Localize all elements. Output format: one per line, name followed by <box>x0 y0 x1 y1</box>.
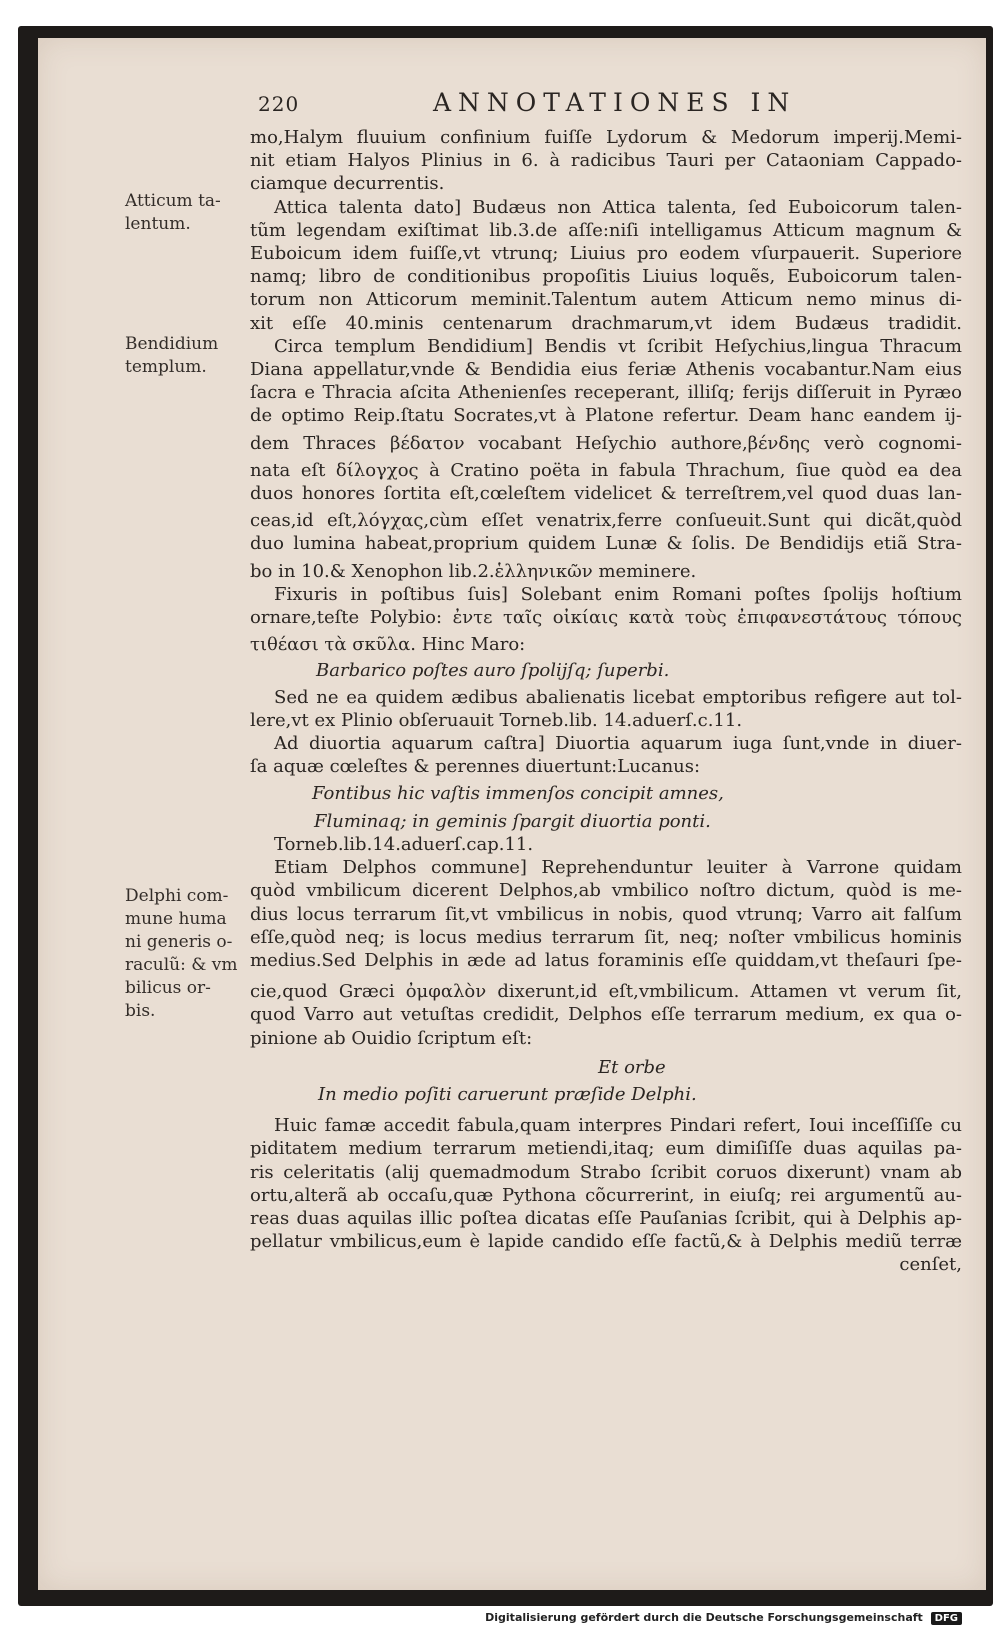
margin-note-bendidium-templum <box>125 333 253 379</box>
verse-line: Fluminaq; in geminis ſpargit diuortia ponti. <box>314 810 711 832</box>
verse-line: In medio poſiti caruerunt præſide Delphi. <box>318 1083 697 1105</box>
body-text <box>250 126 962 1356</box>
text-line: nit etiam Halyos Plinius in 6. à radicibus Tauri per Cataoniam Cappado- <box>250 150 962 172</box>
text-line: ornare,teſte Polybio: ἐντε ταῖς οἰκίαις κατὰ τοὺς ἐπιφανεστάτους τόπους <box>250 607 962 629</box>
text-line: ciamque decurrentis. <box>250 173 445 195</box>
credit-text: Digitalisierung gefördert durch die Deutsche Forschungsgemeinschaft <box>485 1611 923 1624</box>
text-line: dius locus terrarum ſit,vt vmbilicus in nobis, quod vtrunq; Varro ait falſum <box>250 903 962 925</box>
margin-note-line: ni generis o- <box>125 932 233 952</box>
margin-note-atticum-talentum <box>125 190 253 236</box>
text-line: tũm legendam exiſtimat lib.3.de aſſe:niſi intelligamus Atticum magnum & <box>250 219 962 241</box>
margin-note-line: templum. <box>125 357 207 377</box>
text-line: cie,quod Græci ὀμφαλὸν dixerunt,id eſt,vmbilicum. Attamen vt verum ſit, <box>250 981 962 1003</box>
margin-note-line: lentum. <box>125 214 191 234</box>
margin-note-line: mune huma <box>125 909 227 929</box>
margin-note-line: bilicus or- <box>125 978 211 998</box>
text-line: namq; libro de conditionibus propoſitis Liuius loquẽs, Euboicorum talen- <box>250 266 962 288</box>
margin-note-line: Delphi com- <box>125 886 229 906</box>
text-line: Diana appellatur,vnde & Bendidia eius feriæ Athenis vocabantur.Nam eius <box>250 359 962 381</box>
text-line: Ad diuortia aquarum caſtra] Diuortia aquarum iuga ſunt,vnde in diuer- <box>274 733 962 755</box>
margin-note-line: Bendidium <box>125 334 219 354</box>
text-line: Attica talenta dato] Budæus non Attica talenta, ſed Euboicorum talen- <box>274 196 962 218</box>
verse-line: Fontibus hic vaſtis immenſos concipit amnes, <box>312 783 724 805</box>
text-line: lere,vt ex Plinio obſeruauit Torneb.lib. 14.aduerſ.c.11. <box>250 709 743 731</box>
text-line: ceas,id eſt,λόγχας,cùm eſſet venatrix,ferre conſueuit.Sunt qui dicãt,quòd <box>250 510 962 532</box>
text-line: reas duas aquilas illic poſtea dicatas eſſe Pauſanias ſcribit, qui à Delphis ap- <box>250 1207 962 1229</box>
text-line: bo in 10.& Xenophon lib.2.ἑλληνικῶν meminere. <box>250 560 697 582</box>
text-line: quòd vmbilicum dicerent Delphos,ab vmbilico noſtro dictum, quòd is me- <box>250 880 962 902</box>
text-line: xit eſſe 40.minis centenarum drachmarum,vt idem Budæus tradidit. <box>250 312 962 334</box>
catchword: cenſet, <box>899 1254 962 1276</box>
text-line: Sed ne ea quidem ædibus abalienatis licebat emptoribus refigere aut tol- <box>274 686 962 708</box>
text-line: pellatur vmbilicus,eum è lapide candido eſſe factũ,& à Delphis mediũ terræ <box>250 1231 962 1253</box>
page-number: 220 <box>258 92 300 116</box>
verse-line: Barbarico poſtes auro ſpolijſq; ſuperbi. <box>316 660 670 682</box>
verse-line: Et orbe <box>598 1056 666 1078</box>
text-line: ortu,alterã ab occaſu,quæ Pythona cõcurrerint, in eiuſq; rei argumentũ au- <box>250 1184 962 1206</box>
text-line: medius.Sed Delphis in æde ad latus foraminis eſſe quiddam,vt theſauri ſpe- <box>250 949 962 971</box>
margin-note-line: raculũ: & vm <box>125 955 238 975</box>
text-line: piditatem medium terrarum metiendi,itaq; eum dimiſiſſe duas aquilas pa- <box>250 1138 962 1160</box>
text-line: quod Varro aut vetuſtas credidit, Delphos eſſe terrarum medium, ex qua o- <box>250 1004 962 1026</box>
text-line: nata eſt δίλογχος à Cratino poëta in fabula Thrachum, ſiue quòd ea dea <box>250 459 962 481</box>
text-line: torum non Atticorum meminit.Talentum autem Atticum nemo minus di- <box>250 289 962 311</box>
margin-note-line: bis. <box>125 1001 156 1021</box>
text-line: Torneb.lib.14.aduerſ.cap.11. <box>274 833 534 855</box>
text-line: duos honores ſortita eſt,cœleſtem videlicet & terreſtrem,vel quod duas lan- <box>250 483 962 505</box>
text-line: dem Thraces βέδατον vocabant Heſychio authore,βένδης verò cognomi- <box>250 432 962 454</box>
text-line: pinione ab Ouidio ſcriptum eſt: <box>250 1027 533 1049</box>
text-line: eſſe,quòd neq; is locus medius terrarum ſit, neq; noſter vmbilicus hominis <box>250 926 962 948</box>
text-line: ris celeritatis (alij quemadmodum Strabo ſcribit coruos dixerunt) vnam ab <box>250 1161 962 1183</box>
digitization-credit <box>485 1611 962 1627</box>
margin-note-line: Atticum ta- <box>125 191 221 211</box>
dfg-logo: DFG <box>931 1612 962 1625</box>
text-line: Circa templum Bendidium] Bendis vt ſcribit Heſychius,lingua Thracum <box>274 335 962 357</box>
text-line: de optimo Reip.ſtatu Socrates,vt à Platone refertur. Deam hanc eandem ij- <box>250 405 962 427</box>
text-line: mo,Halym fluuium confinium fuiſſe Lydorum & Medorum imperij.Memi- <box>250 127 962 148</box>
margin-note-delphi <box>125 885 253 1023</box>
text-line: Huic famæ accedit fabula,quam interpres Pindari refert, Ioui inceſſiſſe cu <box>274 1115 962 1137</box>
running-head <box>258 88 958 124</box>
text-line: Fixuris in poſtibus ſuis] Solebant enim Romani poſtes ſpolijs hoſtium <box>274 583 962 605</box>
text-line: Euboicum idem fuiſſe,vt vtrunq; Liuius pro eodem vſurpauerit. Superiore <box>250 243 962 265</box>
text-line: ſacra e Thracia aſcita Athenienſes receperant, illiſq; ferijs diſſeruit in Pyræo <box>250 382 962 404</box>
running-title: ANNOTATIONES IN <box>433 88 797 117</box>
text-line: duo lumina habeat,proprium quidem Lunæ & ſolis. De Bendidijs etiã Stra- <box>250 533 962 555</box>
text-line: ſa aquæ cœleſtes & perennes diuertunt:Lucanus: <box>250 756 701 778</box>
margin-notes <box>125 190 253 1090</box>
text-line: τιθέασι τὰ σκῦλα. Hinc Maro: <box>250 634 526 656</box>
text-line: Etiam Delphos commune] Reprehenduntur leuiter à Varrone quidam <box>274 857 962 879</box>
